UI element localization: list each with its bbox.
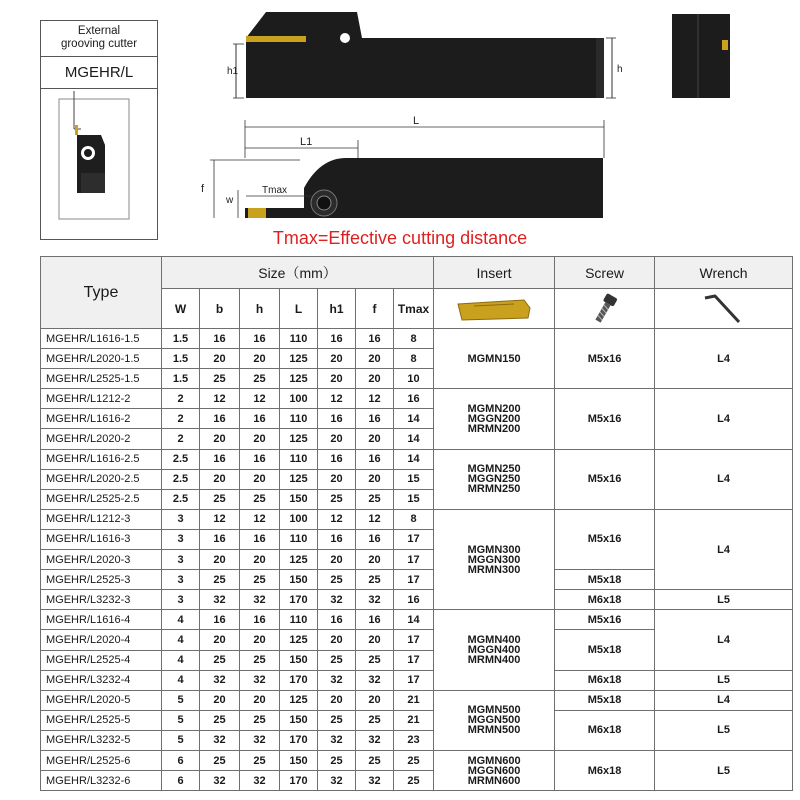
cell-W: 6 <box>162 750 200 770</box>
insert-header: Insert <box>434 257 555 289</box>
cell-h1: 16 <box>318 449 356 469</box>
cell-Tmax: 8 <box>394 349 434 369</box>
cell-type: MGEHR/L1616-2.5 <box>41 449 162 469</box>
cell-L: 125 <box>280 630 318 650</box>
label-w: w <box>226 195 234 206</box>
cell-wrench: L4 <box>655 329 793 389</box>
cell-wrench: L5 <box>655 750 793 790</box>
cell-f: 20 <box>356 550 394 570</box>
insert-code: MGGN600 <box>467 764 521 777</box>
spec-table <box>40 256 793 791</box>
cell-h1: 20 <box>318 469 356 489</box>
cell-h: 25 <box>240 489 280 509</box>
cell-Tmax: 25 <box>394 771 434 791</box>
cell-wrench: L5 <box>655 590 793 610</box>
cell-f: 32 <box>356 670 394 690</box>
cell-W: 4 <box>162 670 200 690</box>
cell-h: 25 <box>240 650 280 670</box>
col-W: W <box>162 289 200 329</box>
cell-Tmax: 21 <box>394 690 434 710</box>
cell-W: 4 <box>162 650 200 670</box>
table-row <box>41 710 793 730</box>
cell-b: 25 <box>200 369 240 389</box>
cell-b: 16 <box>200 610 240 630</box>
col-h: h <box>240 289 280 329</box>
cell-L: 110 <box>280 529 318 549</box>
cell-h1: 20 <box>318 630 356 650</box>
cell-type: MGEHR/L2525-4 <box>41 650 162 670</box>
table-row <box>41 750 793 770</box>
cell-Tmax: 17 <box>394 550 434 570</box>
cell-Tmax: 14 <box>394 610 434 630</box>
hex-key-icon <box>655 289 793 329</box>
cell-insert <box>434 389 555 449</box>
table-row <box>41 449 793 469</box>
cell-L: 125 <box>280 369 318 389</box>
table-row <box>41 590 793 610</box>
insert-code: MRMN250 <box>467 483 521 496</box>
cell-b: 25 <box>200 650 240 670</box>
cell-type: MGEHR/L3232-4 <box>41 670 162 690</box>
cell-W: 3 <box>162 590 200 610</box>
cell-W: 3 <box>162 509 200 529</box>
legend-model: MGEHR/L <box>41 57 157 89</box>
cell-f: 20 <box>356 369 394 389</box>
cell-type: MGEHR/L2020-5 <box>41 690 162 710</box>
insert-code: MGGN200 <box>467 412 521 425</box>
cell-screw: M5x16 <box>555 389 655 449</box>
cell-f: 20 <box>356 429 394 449</box>
cell-h1: 16 <box>318 409 356 429</box>
cell-L: 170 <box>280 670 318 690</box>
cell-h: 20 <box>240 349 280 369</box>
cell-h: 25 <box>240 750 280 770</box>
label-L: L <box>413 115 420 127</box>
cell-h1: 25 <box>318 489 356 509</box>
insert-code: MRMN600 <box>467 774 521 787</box>
cell-W: 2 <box>162 429 200 449</box>
tmax-note: Tmax=Effective cutting distance <box>272 228 528 248</box>
cell-L: 110 <box>280 449 318 469</box>
cell-L: 150 <box>280 650 318 670</box>
cell-L: 125 <box>280 690 318 710</box>
cell-W: 4 <box>162 630 200 650</box>
insert-code: MRMN400 <box>467 654 521 666</box>
grooving-insert-icon <box>434 289 555 329</box>
cell-b: 32 <box>200 730 240 750</box>
col-Tmax: Tmax <box>394 289 434 329</box>
cell-Tmax: 16 <box>394 590 434 610</box>
cell-Tmax: 14 <box>394 409 434 429</box>
cell-h: 16 <box>240 329 280 349</box>
cell-b: 25 <box>200 710 240 730</box>
screw-header: Screw <box>555 257 655 289</box>
cell-screw: M6x18 <box>555 750 655 790</box>
cell-h1: 25 <box>318 570 356 590</box>
cell-b: 25 <box>200 489 240 509</box>
legend-title-line2: grooving cutter <box>60 38 138 50</box>
cell-b: 16 <box>200 449 240 469</box>
col-L: L <box>280 289 318 329</box>
cell-f: 16 <box>356 610 394 630</box>
cell-Tmax: 15 <box>394 469 434 489</box>
cell-f: 32 <box>356 771 394 791</box>
cell-f: 32 <box>356 730 394 750</box>
cell-h: 20 <box>240 630 280 650</box>
label-h: h <box>617 64 623 75</box>
cell-Tmax: 10 <box>394 369 434 389</box>
insert-code: MGGN400 <box>467 644 521 656</box>
col-f: f <box>356 289 394 329</box>
cell-b: 32 <box>200 590 240 610</box>
cell-type: MGEHR/L1212-3 <box>41 509 162 529</box>
cell-wrench: L4 <box>655 610 793 670</box>
cell-Tmax: 21 <box>394 710 434 730</box>
label-f: f <box>201 183 205 195</box>
cell-Tmax: 17 <box>394 630 434 650</box>
cell-Tmax: 14 <box>394 429 434 449</box>
cell-screw: M5x16 <box>555 509 655 569</box>
cell-h: 20 <box>240 550 280 570</box>
cell-W: 6 <box>162 771 200 791</box>
cell-f: 25 <box>356 489 394 509</box>
wrench-header: Wrench <box>655 257 793 289</box>
cell-type: MGEHR/L2020-2 <box>41 429 162 449</box>
cell-h: 32 <box>240 771 280 791</box>
cell-type: MGEHR/L1616-4 <box>41 610 162 630</box>
cell-W: 2 <box>162 409 200 429</box>
cell-f: 20 <box>356 630 394 650</box>
cell-insert <box>434 690 555 750</box>
cell-type: MGEHR/L2020-4 <box>41 630 162 650</box>
cell-wrench: L5 <box>655 710 793 750</box>
cell-W: 1.5 <box>162 349 200 369</box>
cell-W: 3 <box>162 529 200 549</box>
cell-b: 16 <box>200 329 240 349</box>
cell-Tmax: 15 <box>394 489 434 509</box>
cell-f: 20 <box>356 469 394 489</box>
cell-L: 100 <box>280 389 318 409</box>
cell-h1: 20 <box>318 429 356 449</box>
cell-L: 125 <box>280 349 318 369</box>
cell-type: MGEHR/L3232-3 <box>41 590 162 610</box>
cell-type: MGEHR/L3232-6 <box>41 771 162 791</box>
cell-L: 110 <box>280 610 318 630</box>
cell-L: 110 <box>280 409 318 429</box>
cell-L: 150 <box>280 570 318 590</box>
cell-L: 150 <box>280 710 318 730</box>
insert-code: MGMN200 <box>467 402 521 415</box>
cell-f: 16 <box>356 529 394 549</box>
cell-W: 2.5 <box>162 469 200 489</box>
cell-Tmax: 25 <box>394 750 434 770</box>
col-b: b <box>200 289 240 329</box>
cell-L: 150 <box>280 750 318 770</box>
cell-b: 16 <box>200 529 240 549</box>
cell-screw: M5x16 <box>555 329 655 389</box>
legend-title-line1: External <box>77 25 121 37</box>
cell-b: 12 <box>200 509 240 529</box>
cell-h: 25 <box>240 710 280 730</box>
cell-Tmax: 17 <box>394 670 434 690</box>
cell-insert <box>434 610 555 690</box>
cell-b: 32 <box>200 670 240 690</box>
cell-f: 32 <box>356 590 394 610</box>
cell-type: MGEHR/L1616-1.5 <box>41 329 162 349</box>
insert-code: MGMN500 <box>467 704 521 717</box>
cell-W: 4 <box>162 610 200 630</box>
cell-W: 5 <box>162 710 200 730</box>
cell-h1: 32 <box>318 670 356 690</box>
cell-h: 20 <box>240 690 280 710</box>
cell-Tmax: 17 <box>394 529 434 549</box>
cell-h1: 32 <box>318 771 356 791</box>
cell-insert <box>434 509 555 609</box>
cell-L: 125 <box>280 469 318 489</box>
cell-h: 25 <box>240 570 280 590</box>
cell-h1: 16 <box>318 529 356 549</box>
cell-W: 1.5 <box>162 329 200 349</box>
cell-screw: M5x18 <box>555 570 655 590</box>
cell-wrench: L4 <box>655 509 793 589</box>
cell-f: 12 <box>356 389 394 409</box>
cell-h: 32 <box>240 670 280 690</box>
cell-Tmax: 8 <box>394 509 434 529</box>
cell-h: 16 <box>240 409 280 429</box>
cell-type: MGEHR/L2525-2.5 <box>41 489 162 509</box>
cell-h: 20 <box>240 429 280 449</box>
cell-insert <box>434 449 555 509</box>
cell-W: 3 <box>162 550 200 570</box>
cell-f: 16 <box>356 409 394 429</box>
table-row <box>41 329 793 349</box>
cell-L: 100 <box>280 509 318 529</box>
top-view-drawing <box>201 115 604 218</box>
screw-icon <box>555 289 655 329</box>
insert-code: MGMN150 <box>467 352 521 365</box>
cell-W: 2.5 <box>162 449 200 469</box>
cell-type: MGEHR/L1616-3 <box>41 529 162 549</box>
insert-code: MGGN300 <box>467 553 521 566</box>
type-header: Type <box>41 257 162 329</box>
cell-b: 12 <box>200 389 240 409</box>
cell-h1: 12 <box>318 509 356 529</box>
insert-code: MGMN300 <box>467 543 521 556</box>
insert-code: MGMN250 <box>467 463 521 476</box>
label-h1: h1 <box>227 66 239 77</box>
cell-type: MGEHR/L2525-5 <box>41 710 162 730</box>
cell-b: 20 <box>200 550 240 570</box>
cell-L: 150 <box>280 489 318 509</box>
cell-Tmax: 14 <box>394 449 434 469</box>
cell-h: 16 <box>240 449 280 469</box>
cell-W: 5 <box>162 690 200 710</box>
cell-h: 12 <box>240 509 280 529</box>
insert-code: MGMN600 <box>467 754 521 767</box>
cell-h1: 16 <box>318 610 356 630</box>
cell-wrench: L4 <box>655 389 793 449</box>
cell-h1: 32 <box>318 730 356 750</box>
insert-code: MRMN200 <box>467 422 521 435</box>
cell-b: 20 <box>200 690 240 710</box>
cell-type: MGEHR/L3232-5 <box>41 730 162 750</box>
cell-Tmax: 17 <box>394 650 434 670</box>
cell-h1: 32 <box>318 590 356 610</box>
cell-wrench: L4 <box>655 690 793 710</box>
insert-code: MRMN500 <box>467 724 521 737</box>
cell-screw: M5x18 <box>555 690 655 710</box>
cell-h1: 25 <box>318 710 356 730</box>
cell-h1: 20 <box>318 349 356 369</box>
cell-screw: M5x16 <box>555 449 655 509</box>
cell-f: 25 <box>356 570 394 590</box>
table-row <box>41 509 793 529</box>
cell-L: 170 <box>280 730 318 750</box>
cell-b: 20 <box>200 630 240 650</box>
cell-h1: 16 <box>318 329 356 349</box>
tool-drawings <box>0 0 800 230</box>
cell-type: MGEHR/L2020-2.5 <box>41 469 162 489</box>
insert-code: MGGN250 <box>467 473 521 486</box>
cell-L: 125 <box>280 550 318 570</box>
cell-f: 16 <box>356 449 394 469</box>
insert-code: MGMN400 <box>467 634 521 646</box>
cell-type: MGEHR/L2525-1.5 <box>41 369 162 389</box>
cell-L: 170 <box>280 771 318 791</box>
cell-W: 2 <box>162 389 200 409</box>
end-view-drawing <box>672 14 730 98</box>
col-h1: h1 <box>318 289 356 329</box>
cell-h1: 25 <box>318 750 356 770</box>
size-header: Size（mm） <box>162 257 434 289</box>
cell-f: 20 <box>356 349 394 369</box>
cell-b: 25 <box>200 750 240 770</box>
cell-f: 25 <box>356 650 394 670</box>
cell-h1: 12 <box>318 389 356 409</box>
cell-L: 170 <box>280 590 318 610</box>
cell-b: 25 <box>200 570 240 590</box>
side-view-drawing <box>227 12 623 98</box>
cell-b: 20 <box>200 349 240 369</box>
cell-h: 16 <box>240 529 280 549</box>
cell-type: MGEHR/L2525-6 <box>41 750 162 770</box>
label-Tmax: Tmax <box>262 185 287 196</box>
cell-h: 32 <box>240 590 280 610</box>
cell-W: 2.5 <box>162 489 200 509</box>
cell-h: 32 <box>240 730 280 750</box>
cell-screw: M5x18 <box>555 630 655 670</box>
cell-b: 20 <box>200 469 240 489</box>
cell-f: 25 <box>356 710 394 730</box>
cell-Tmax: 17 <box>394 570 434 590</box>
cell-Tmax: 16 <box>394 389 434 409</box>
cell-W: 3 <box>162 570 200 590</box>
cell-screw: M5x16 <box>555 610 655 630</box>
label-L1: L1 <box>300 136 313 148</box>
cell-f: 12 <box>356 509 394 529</box>
table-row <box>41 670 793 690</box>
cell-h: 25 <box>240 369 280 389</box>
cell-screw: M6x18 <box>555 670 655 690</box>
cell-insert <box>434 750 555 790</box>
cell-screw: M6x18 <box>555 710 655 750</box>
cell-Tmax: 23 <box>394 730 434 750</box>
cell-b: 16 <box>200 409 240 429</box>
cell-h: 20 <box>240 469 280 489</box>
cell-h1: 25 <box>318 650 356 670</box>
table-row <box>41 610 793 630</box>
table-row <box>41 690 793 710</box>
cell-h1: 20 <box>318 690 356 710</box>
cell-wrench: L5 <box>655 670 793 690</box>
cell-type: MGEHR/L2020-3 <box>41 550 162 570</box>
cell-screw: M6x18 <box>555 590 655 610</box>
insert-code: MRMN300 <box>467 563 521 576</box>
cell-h1: 20 <box>318 369 356 389</box>
cell-h: 16 <box>240 610 280 630</box>
cell-h1: 20 <box>318 550 356 570</box>
table-row <box>41 389 793 409</box>
cell-f: 25 <box>356 750 394 770</box>
cell-b: 20 <box>200 429 240 449</box>
cell-wrench: L4 <box>655 449 793 509</box>
cell-Tmax: 8 <box>394 329 434 349</box>
insert-code: MGGN500 <box>467 714 521 727</box>
cell-type: MGEHR/L2525-3 <box>41 570 162 590</box>
cell-f: 20 <box>356 690 394 710</box>
cell-type: MGEHR/L2020-1.5 <box>41 349 162 369</box>
cell-f: 16 <box>356 329 394 349</box>
cell-type: MGEHR/L1212-2 <box>41 389 162 409</box>
cell-b: 32 <box>200 771 240 791</box>
cell-L: 110 <box>280 329 318 349</box>
cell-insert <box>434 329 555 389</box>
cell-h: 12 <box>240 389 280 409</box>
cell-W: 5 <box>162 730 200 750</box>
cell-type: MGEHR/L1616-2 <box>41 409 162 429</box>
cell-W: 1.5 <box>162 369 200 389</box>
cell-L: 125 <box>280 429 318 449</box>
